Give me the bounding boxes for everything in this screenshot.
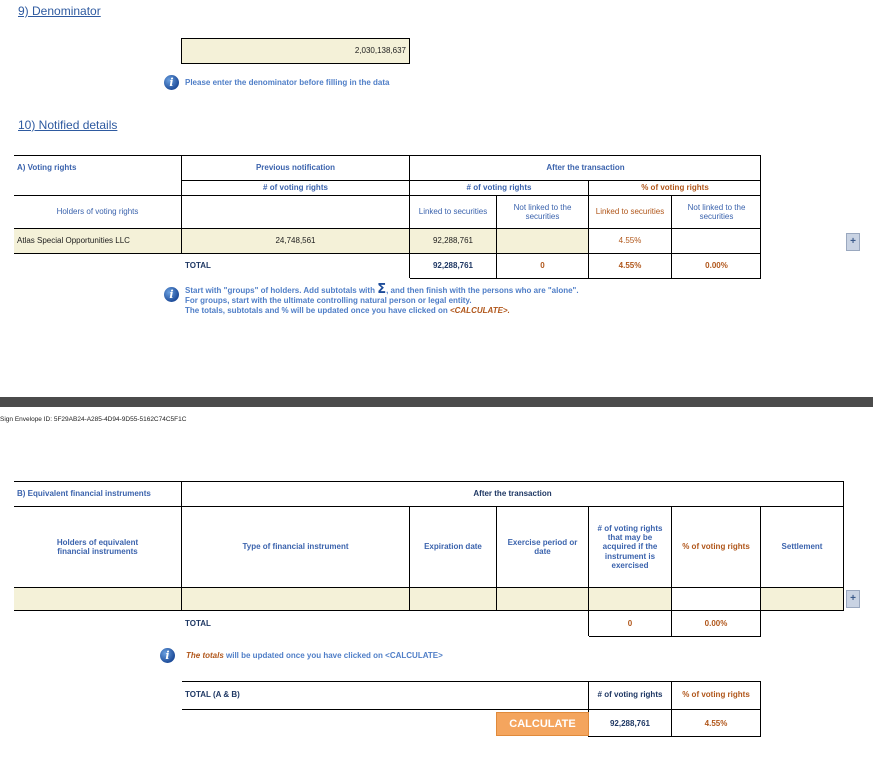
holder-name-cell[interactable]: Atlas Special Opportunities LLC [14,229,181,253]
add-instrument-button[interactable]: + [846,590,860,608]
page-break [0,397,873,407]
linked-label: Linked to securities [418,207,488,217]
pct-not-linked-cell [672,229,761,253]
section-9-title: 9) Denominator [18,4,101,18]
after-num-rights-header: # of voting rights [466,183,532,193]
table-a-title: A) Voting rights [17,163,77,173]
total-linked: 92,288,761 [432,261,474,271]
total-label: TOTAL [185,619,211,629]
pct-cell [672,588,760,610]
sigma-icon: Σ [377,282,387,297]
settlement-input-cell[interactable] [761,588,843,610]
holder-input-cell[interactable] [14,588,181,610]
expiration-header: Expiration date [424,542,482,552]
prev-num-rights-header: # of voting rights [263,183,328,193]
total-ab-pct-header: % of voting rights [682,690,750,700]
type-header: Type of financial instrument [242,542,349,552]
num-rights-header: # of voting rights that may be acquired if the instrument is exercised [597,524,663,570]
pct-not-linked-label: Not linked to the securities [687,202,746,221]
total-pct-not-linked: 0.00% [705,261,728,271]
linked-rights-cell[interactable]: 92,288,761 [410,229,496,253]
expiration-input-cell[interactable] [410,588,496,610]
envelope-id: Sign Envelope ID: 5F29AB24-A285-4D94-9D55-5162C74C5F1C [0,416,187,423]
previous-rights-cell[interactable]: 24,748,561 [182,229,409,253]
settlement-header: Settlement [781,542,823,552]
total-pct: 0.00% [704,619,728,629]
type-input-cell[interactable] [182,588,409,610]
not-linked-label: Not linked to the securities [513,202,572,221]
after-transaction-header: After the transaction [546,163,625,173]
pct-linked-cell: 4.55% [618,236,642,246]
info-icon: i [164,75,179,90]
holders-label: Holders of voting rights [56,207,139,217]
previous-notification-header: Previous notification [255,163,336,173]
total-ab-label: TOTAL (A & B) [185,690,240,700]
total-label: TOTAL [185,261,211,271]
exercise-input-cell[interactable] [497,588,588,610]
pct-linked-label: Linked to securities [595,207,665,217]
total-ab-num: 92,288,761 [609,719,651,729]
total-num: 0 [627,619,633,629]
exercise-header: Exercise period or date [507,537,578,556]
section-10-title: 10) Notified details [18,118,118,132]
pct-rights-header: % of voting rights [682,542,750,552]
num-rights-input-cell[interactable] [589,588,671,610]
after-pct-rights-header: % of voting rights [641,183,709,193]
holders-header: Holders of equivalent financial instruments [56,537,139,556]
totals-note: The totals will be updated once you have clicked on <CALCULATE> [186,651,443,660]
table-b-title: B) Equivalent financial instruments [17,489,151,499]
denominator-note: Please enter the denominator before filling in the data [185,78,390,87]
after-transaction-header: After the transaction [473,489,552,499]
calculate-button[interactable]: CALCULATE [496,712,589,736]
total-not-linked: 0 [540,261,545,271]
denominator-input[interactable]: 2,030,138,637 [181,38,410,64]
info-icon: i [160,648,175,663]
total-ab-num-header: # of voting rights [597,690,663,700]
total-ab-pct: 4.55% [704,719,728,729]
not-linked-rights-cell[interactable] [497,229,588,253]
holders-note: Start with "groups" of holders. Add subtotals with Σ, and then finish with the persons who are "alone". For groups, start with the ultimate controlling natural person or legal entity. The totals, subtotals and % will be updated once you have clicked on <CALCULATE>. [185,282,579,315]
total-pct-linked: 4.55% [618,261,642,271]
info-icon: i [164,287,179,302]
add-holder-button[interactable]: + [846,233,860,251]
